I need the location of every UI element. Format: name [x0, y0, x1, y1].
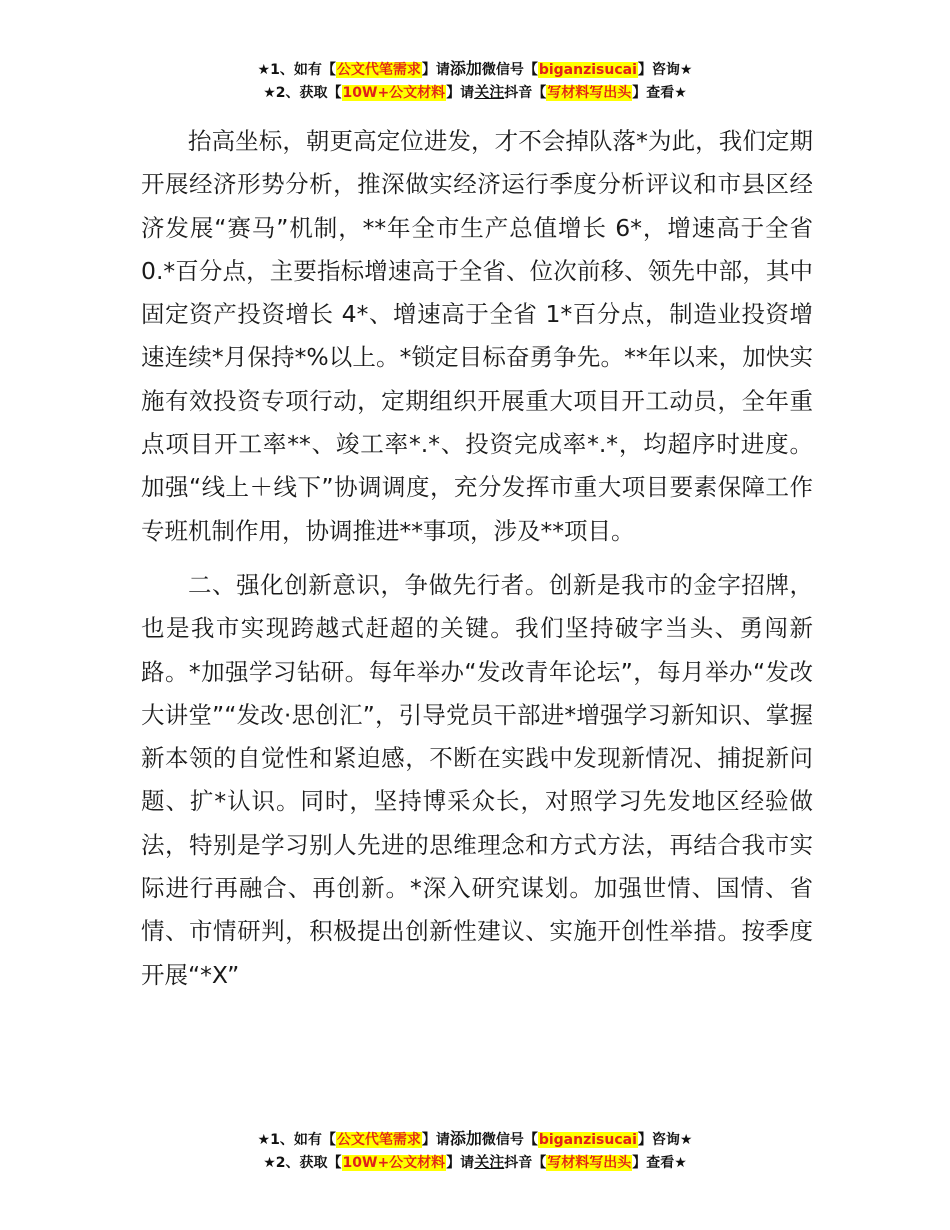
- star-icon: ★: [263, 85, 276, 101]
- highlight-service: 公文代笔需求: [336, 1132, 421, 1148]
- star-icon: ★: [257, 1132, 271, 1148]
- header-line-1: ★1、如有【公文代笔需求】请添加微信号【biganzisucai】咨询★: [257, 59, 693, 78]
- star-icon: ★: [263, 1155, 276, 1171]
- footer-line-2: ★2、获取【10W+公文材料】请关注抖音【写材料写出头】查看★: [263, 1153, 687, 1171]
- header-line-2: ★2、获取【10W+公文材料】请关注抖音【写材料写出头】查看★: [263, 83, 687, 101]
- highlight-materials: 10W+公文材料: [342, 85, 446, 101]
- highlight-materials: 10W+公文材料: [342, 1155, 446, 1171]
- highlight-wechat-id: biganzisucai: [538, 62, 637, 78]
- paragraph-1: 抬高坐标，朝更高定位进发，才不会掉队落*为此，我们定期开展经济形势分析，推深做实经济运行季度分析评议和市县区经济发展“赛马”机制，**年全市生产总值增长 6*，增速高于全省 0.*百分点，主要指标增速高于全省、位次前移、领先中部，其中固定资产投资增长 4*、增速高于全省 1*百分点，制造业投资增速连续*月保持*%以上。*锁定目标奋勇争先。**年以来，加快实施有效投资专项行动，定期组织开展重大项目开工动员，全年重点项目开工率**、竣工率*.*、投资完成率*.*，均超序时进度。加强“线上＋线下”协调调度，充分发挥市重大项目要素保障工作专班机制作用，协调推进**事项，涉及**项目。: [141, 127, 813, 545]
- footer-banner: [0, 1128, 950, 1174]
- footer-line-1: ★1、如有【公文代笔需求】请添加微信号【biganzisucai】咨询★: [257, 1129, 693, 1148]
- header-banner: [0, 58, 950, 104]
- highlight-service: 公文代笔需求: [336, 62, 421, 78]
- highlight-douyin-id: 写材料写出头: [547, 85, 632, 101]
- highlight-wechat-id: biganzisucai: [538, 1132, 637, 1148]
- document-body: [141, 120, 813, 997]
- highlight-douyin-id: 写材料写出头: [547, 1155, 632, 1171]
- star-icon: ★: [257, 62, 271, 78]
- paragraph-2: 二、强化创新意识，争做先行者。创新是我市的金字招牌，也是我市实现跨越式赶超的关键。我们坚持破字当头、勇闯新路。*加强学习钻研。每年举办“发改青年论坛”，每月举办“发改大讲堂”“发改·思创汇”，引导党员干部进*增强学习新知识、掌握新本领的自觉性和紧迫感，不断在实践中发现新情况、捕捉新问题、扩*认识。同时，坚持博采众长，对照学习先发地区经验做法，特别是学习别人先进的思维理念和方式方法，再结合我市实际进行再融合、再创新。*深入研究谋划。加强世情、国情、省情、市情研判，积极提出创新性建议、实施开创性举措。按季度开展“*X”: [141, 570, 813, 989]
